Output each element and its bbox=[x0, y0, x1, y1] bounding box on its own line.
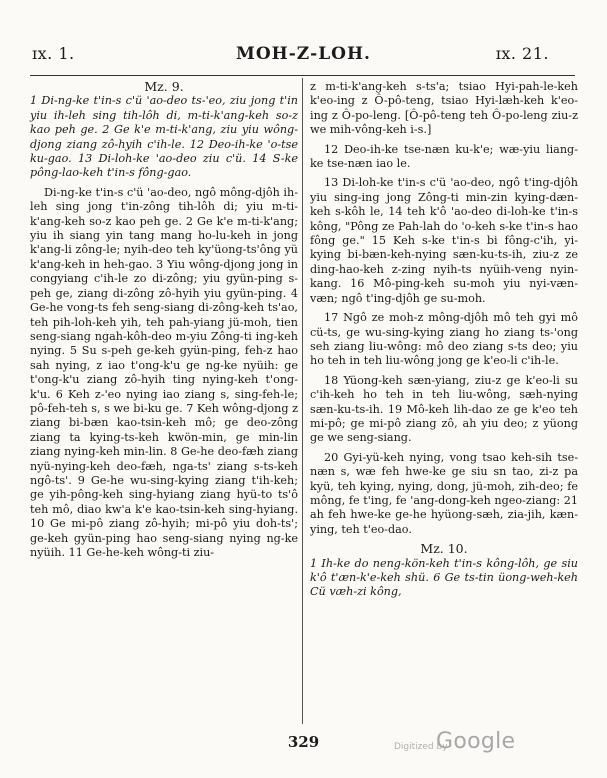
running-head-left: ɪx. 1. bbox=[32, 44, 75, 63]
body-paragraph: z m-ti-k'ang-keh s-ts'a; tsiao Hyi-pah-le-keh k'eo-ing z Ô-pô-teng, tsiao Hyi-læh-keh k'eo-ing z Ô-po-leng. [Ô-pô-teng teh Ô-po-leng ziu-z we mih-vông-keh i-s.] bbox=[310, 80, 578, 137]
body-paragraph: Di-ng-ke t'in-s c'ü 'ao-deo, ngô mông-djôh ih-leh sing jong t'in-zông tih-lôh di; yiu m-ti-k'ang-keh so-z kao peh ge. 2 Ge k'e m-ti-k'ang; yiu ih siang yin tang mang ho-lu-keh in jong k'ang-li zông-le; nyih-deo teh ky'üong-ts'ông yü k'ang-keh in heh-gao. 3 Yiu wông-djong jong in congyiang c'ih-le zo di-zông; yiu gyün-ping s-peh ge, ziang di-zông zô-hyih yiu gyün-ping. 4 Ge-he vong-ts feh seng-siang di-zông-keh ts'ao, teh pih-loh-keh yih, teh pah-yiang jü-moh, tien seng-siang ngah-kôh-deo m-yiu Zông-ti ing-keh nying. 5 Su s-peh ge-keh gyün-ping, feh-z hao sah nying, z iao t'ong-k'u ge ng-ke nyüih: ge t'ong-k'u ziang zô-hyih ting nying-keh t'ong-k'u. 6 Keh z-'eo nying iao ziang s, sing-feh-le; pô-feh-teh s, s we bi-ku ge. 7 Keh wông-djong z ziang bi-bæn kao-tsin-keh mô; ge deo-zông ziang ta kying-ts-keh kwön-min, ge min-lin ziang nying-keh min-lin. 8 Ge-he deo-fæh ziang nyü-nying-keh deo-fæh, nga-ts' ziang s-ts-keh ngô-ts'. 9 Ge-he wu-sing-kying ziang t'ih-keh; ge yih-pông-keh sing-hyiang ziang hyü-to ts'ô teh mô, diao kw'a k'e kao-tsin-keh sing-hyiang. 10 Ge mi-pô ziang zô-hyih; mi-pô yiu doh-ts'; ge-keh gyün-ping hao seng-siang nying ng-ke nyüih. 11 Ge-he-keh wông-ti ziu- bbox=[30, 185, 298, 559]
google-watermark: Google bbox=[436, 729, 516, 754]
left-column bbox=[30, 80, 298, 560]
body-paragraph: 13 Di-loh-ke t'in-s c'ü 'ao-deo, ngô t'ing-djôh yiu sing-ing jong Zông-ti min-zin kying-dæn-keh s-kôh le, 14 teh k'ô 'ao-deo di-loh-ke t'in-s kông, "Pông ze Pah-lah do 'o-keh s-ke t'in-s hao fông ge." 15 Keh s-ke t'in-s bi fông-c'ih, yi-kying bi-bæn-keh-nying sæn-ku-ts-ih, ziu-z ze ding-hao-keh z-zing nyih-ts nyüih-veng nyin-kang. 16 Mô-ping-keh su-moh yiu nyi-væn-væn; ngô t'ing-djôh ge su-moh. bbox=[310, 176, 578, 305]
right-column bbox=[310, 80, 578, 600]
header-rule bbox=[30, 75, 575, 76]
body-paragraph: 12 Deo-ih-ke tse-næn ku-k'e; wæ-yiu liang-ke tse-næn iao le. bbox=[310, 142, 578, 171]
chapter-heading: Mz. 9. bbox=[144, 79, 184, 94]
running-head-right: ɪx. 21. bbox=[495, 44, 549, 63]
body-paragraph: 20 Gyi-yü-keh nying, vong tsao keh-sih tse-næn s, wæ feh hwe-ke ge siu sn tao, zi-z pa kyü, teh kying, nying, dong, jü-moh, zih-deo; fe mông, fe t'ing, fe 'ang-dong-keh ngeo-ziang: 21 ah feh hwe-ke ge-he hyüong-sæh, zia-jih, kæn-ying, teh t'eo-dao. bbox=[310, 450, 578, 536]
digitized-by-label: Digitized by bbox=[394, 742, 448, 752]
running-head-title: MOH-Z-LOH. bbox=[236, 44, 371, 64]
page-number: 329 bbox=[287, 733, 320, 751]
chapter-summary: 1 Ih-ke do neng-kön-keh t'in-s kông-lôh, ge siu k'ô t'æn-k'e-keh shü. 6 Ge ts-tin üong-weh-keh Cü væh-zi kông, bbox=[310, 556, 578, 599]
body-paragraph: 18 Yüong-keh sæn-yiang, ziu-z ge k'eo-li su c'ih-keh ho teh in teh liu-wông, sæh-nying sæn-ku-ts-ih. 19 Mô-keh lih-dao ze ge k'eo teh mi-pô; ge mi-pô ziang zô, ah yiu deo; z yüong ge we seng-siang. bbox=[310, 373, 578, 445]
body-paragraph: 17 Ngô ze moh-z mông-djôh mô teh gyi mô cü-ts, ge wu-sing-kying ziang ho ziang ts-'ong seh ziang liu-wông: mô deo ziang s-ts deo; yiu ho teh in teh liu-wông jong ge k'eo-li c'ih-le. bbox=[310, 311, 578, 368]
chapter-summary: 1 Di-ng-ke t'in-s c'ü 'ao-deo ts-'eo, ziu jong t'in yiu ih-leh sing tih-lôh di, m-ti-k'ang-keh so-z kao peh ge. 2 Ge k'e m-ti-k'ang, ziu yiu wông-djong ziang zô-hyih c'ih-le. 12 Deo-ih-ke 'o-tse ku-gao. 13 Di-loh-ke 'ao-deo ziu c'ü. 14 S-ke pông-lao-keh t'in-s fông-gao. bbox=[30, 94, 298, 180]
column-divider bbox=[302, 78, 303, 724]
chapter-heading: Mz. 10. bbox=[420, 541, 468, 557]
